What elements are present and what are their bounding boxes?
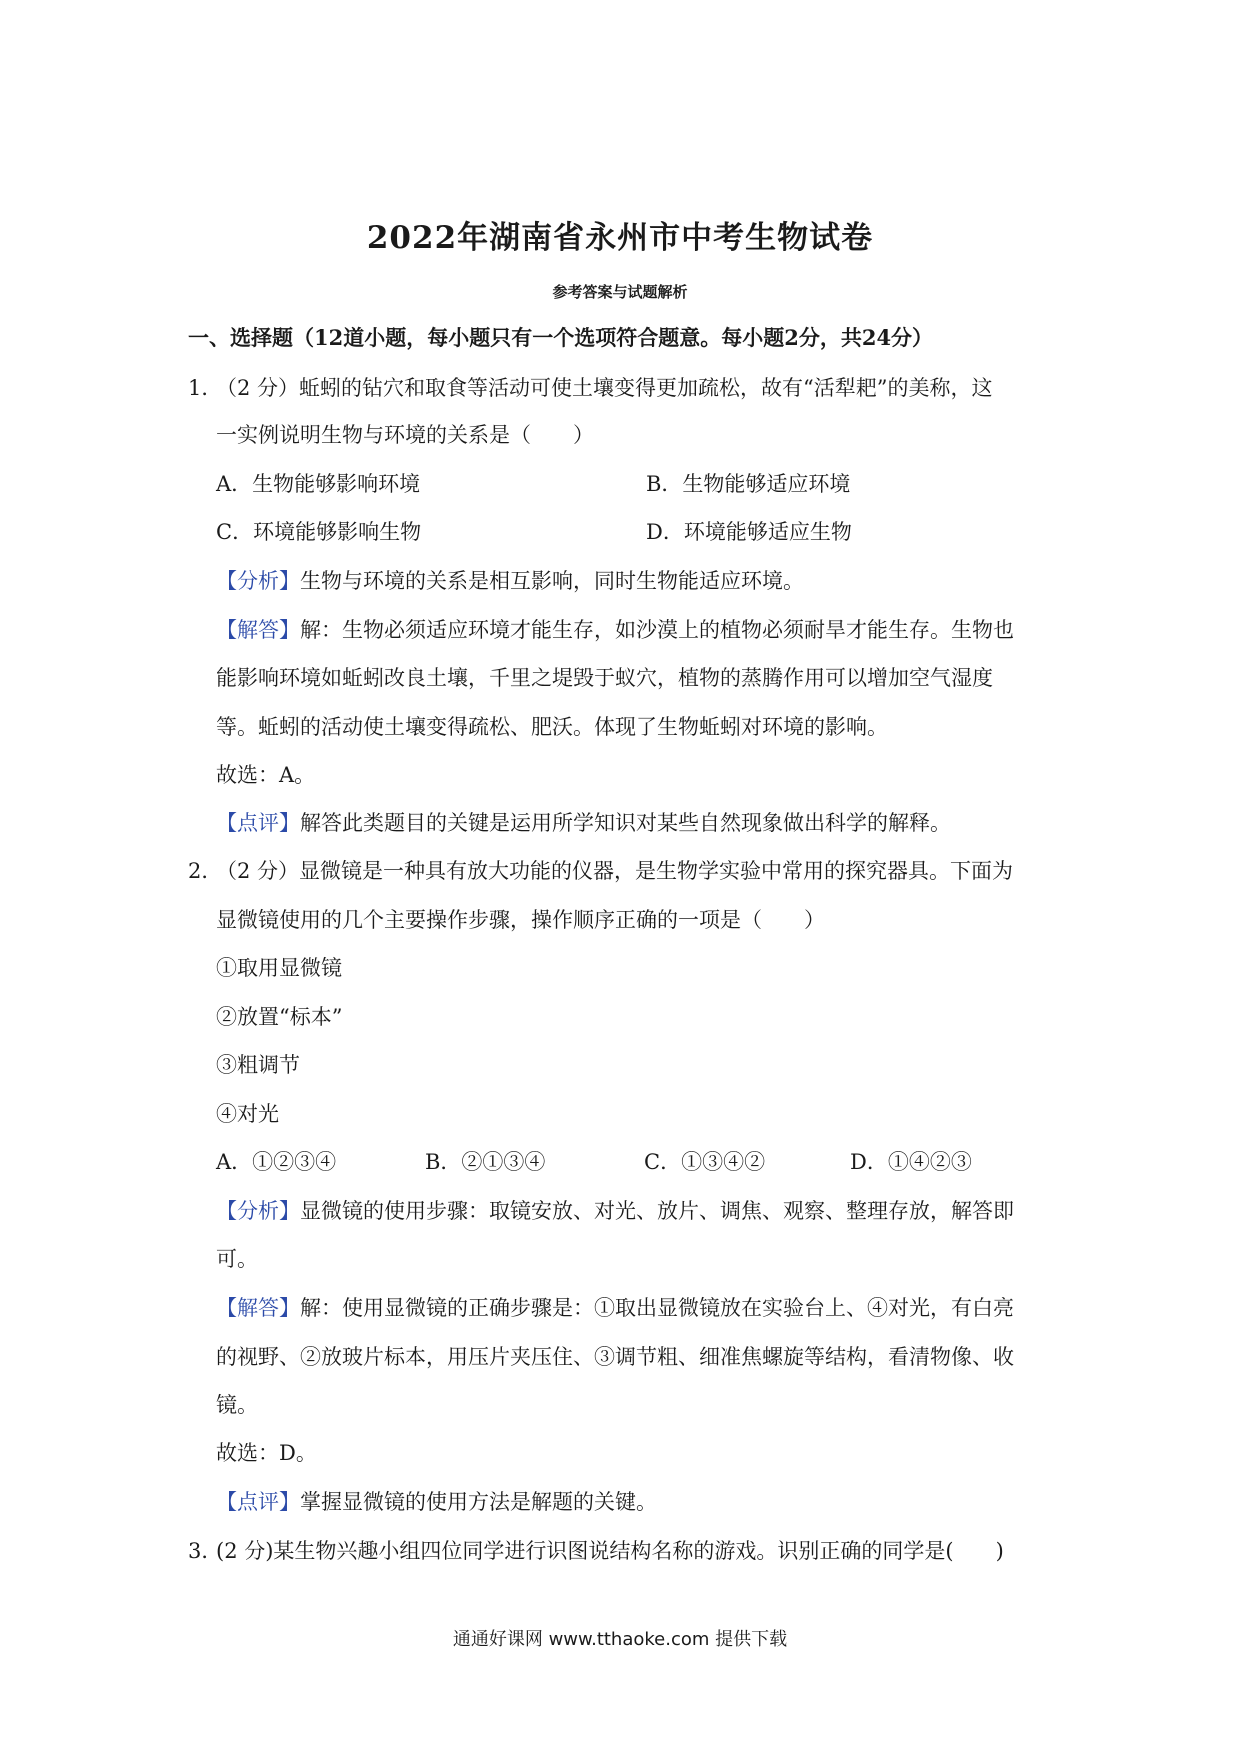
question-stem: (2 分)某生物兴趣小组四位同学进行识图说结构名称的游戏。识别正确的同学是( ) <box>216 1539 1004 1563</box>
option-a: A．生物能够影响环境 <box>216 472 421 496</box>
page-title: 2022年湖南省永州市中考生物试卷 <box>366 220 874 256</box>
step-item: ②放置“标本” <box>216 1005 343 1029</box>
option-b: B．生物能够适应环境 <box>646 472 851 496</box>
question-stem: 一实例说明生物与环境的关系是（ ） <box>216 423 594 447</box>
step-item: ③粗调节 <box>216 1053 300 1077</box>
question-stem: （2 分）蚯蚓的钻穴和取食等活动可使土壤变得更加疏松，故有“活犁耙”的美称，这 <box>216 376 993 400</box>
answer-line: 【解答】解：生物必须适应环境才能生存，如沙漠上的植物必须耐旱才能生存。生物也 <box>216 618 1014 642</box>
choice-line: 故选：D。 <box>216 1441 317 1465</box>
option-d: D．①④②③ <box>850 1150 972 1174</box>
option-c: C．环境能够影响生物 <box>216 520 422 544</box>
section-heading: 一、选择题（12道小题，每小题只有一个选项符合题意。每小题2分，共24分） <box>188 325 934 350</box>
answer-line: 的视野、②放玻片标本，用压片夹压住、③调节粗、细准焦螺旋等结构，看清物像、收 <box>216 1345 1014 1369</box>
analysis-tag: 【分析】 <box>216 569 300 593</box>
answer-line: 【解答】解：使用显微镜的正确步骤是：①取出显微镜放在实验台上、④对光，有白亮 <box>216 1296 1014 1320</box>
answer-tag: 【解答】 <box>216 1296 300 1320</box>
answer-line: 能影响环境如蚯蚓改良土壤，千里之堤毁于蚁穴，植物的蒸腾作用可以增加空气湿度 <box>216 666 993 690</box>
choice-line: 故选：A。 <box>216 763 316 787</box>
answer-tag: 【解答】 <box>216 618 300 642</box>
question-number: 1． <box>188 376 223 400</box>
answer-line: 镜。 <box>216 1393 258 1417</box>
question-stem: （2 分）显微镜是一种具有放大功能的仪器，是生物学实验中常用的探究器具。下面为 <box>216 859 1014 883</box>
option-d: D．环境能够适应生物 <box>646 520 852 544</box>
question-number: 2． <box>188 859 223 883</box>
page-footer: 通通好课网 www.tthaoke.com 提供下载 <box>452 1629 788 1650</box>
option-a: A．①②③④ <box>216 1150 337 1174</box>
analysis-line: 可。 <box>216 1247 258 1271</box>
answer-line: 等。蚯蚓的活动使土壤变得疏松、肥沃。体现了生物蚯蚓对环境的影响。 <box>216 715 888 739</box>
page-subtitle: 参考答案与试题解析 <box>552 283 688 301</box>
analysis-line: 【分析】生物与环境的关系是相互影响，同时生物能适应环境。 <box>216 569 804 593</box>
analysis-tag: 【分析】 <box>216 1199 300 1223</box>
analysis-line: 【分析】显微镜的使用步骤：取镜安放、对光、放片、调焦、观察、整理存放，解答即 <box>216 1199 1014 1223</box>
comment-tag: 【点评】 <box>216 1490 300 1514</box>
option-b: B．②①③④ <box>425 1150 546 1174</box>
comment-tag: 【点评】 <box>216 811 300 835</box>
comment-line: 【点评】掌握显微镜的使用方法是解题的关键。 <box>216 1490 657 1514</box>
option-c: C．①③④② <box>644 1150 766 1174</box>
question-number: 3． <box>188 1539 223 1563</box>
step-item: ①取用显微镜 <box>216 956 342 980</box>
step-item: ④对光 <box>216 1102 279 1126</box>
comment-line: 【点评】解答此类题目的关键是运用所学知识对某些自然现象做出科学的解释。 <box>216 811 951 835</box>
question-stem: 显微镜使用的几个主要操作步骤，操作顺序正确的一项是（ ） <box>216 908 825 932</box>
